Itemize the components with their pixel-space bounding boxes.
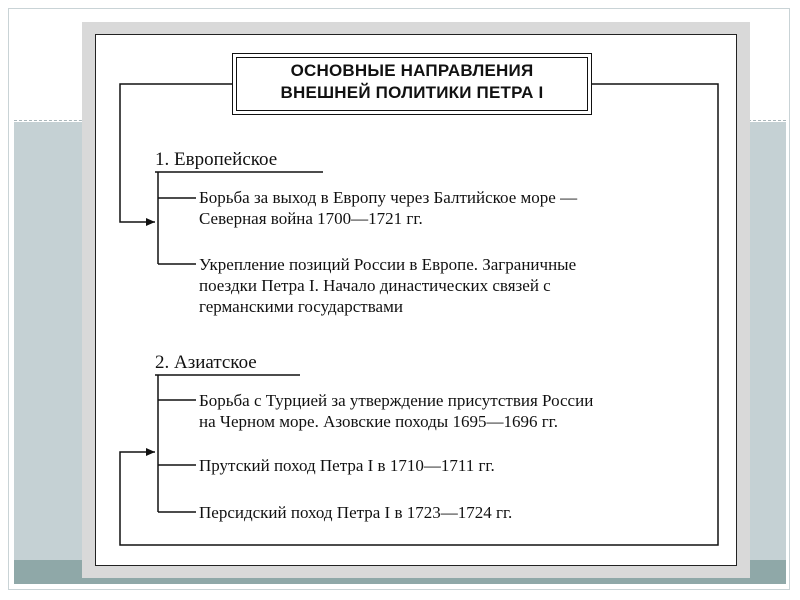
asia-item-3: Персидский поход Петра I в 1723—1724 гг. (199, 503, 513, 522)
europe-item-1: Борьба за выход в Европу через Балтийское море — Северная война 1700—1721 гг. (199, 188, 578, 228)
europe-item-2: Укрепление позиций России в Европе. Заграничные поездки Петра I. Начало династических связей с германскими государствами (199, 255, 577, 316)
title-line-1: ОСНОВНЫЕ НАПРАВЛЕНИЯ (290, 61, 534, 80)
diagram-title (232, 60, 592, 104)
title-line-2: ВНЕШНЕЙ ПОЛИТИКИ ПЕТРА I (280, 83, 544, 102)
section-europe-label: 1. Европейское (155, 149, 278, 170)
section-asia-label: 2. Азиатское (155, 352, 257, 373)
asia-item-2: Прутский поход Петра I в 1710—1711 гг. (199, 456, 495, 475)
asia-item-1: Борьба с Турцией за утверждение присутствия России на Черном море. Азовские походы 1695—1696 гг. (199, 391, 594, 431)
